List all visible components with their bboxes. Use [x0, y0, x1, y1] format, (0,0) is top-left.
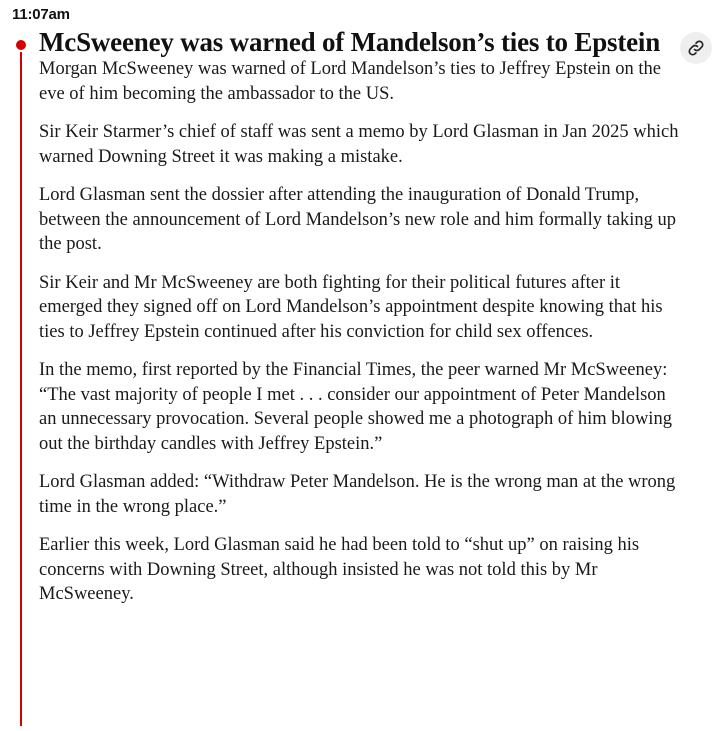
post-paragraph: Lord Glasman sent the dossier after attending the inauguration of Donald Trump, between the announcement of Lord Mandelson’s new role and him formally taking up the post. [39, 185, 677, 254]
post-timestamp: 11:07am [12, 6, 70, 23]
post-paragraph: Lord Glasman added: “Withdraw Peter Mandelson. He is the wrong man at the wrong time in the wrong place.” [39, 472, 676, 517]
post-headline: McSweeney was warned of Mandelson’s ties to Epstein [39, 27, 661, 57]
live-blog-post [39, 28, 679, 607]
post-body [39, 57, 679, 607]
live-timeline-line [20, 52, 22, 726]
post-paragraph: Earlier this week, Lord Glasman said he had been told to “shut up” on raising his concerns with Downing Street, although insisted he was not told this by Mr McSweeney. [39, 535, 640, 604]
post-paragraph: In the memo, first reported by the Financial Times, the peer warned Mr McSweeney: “The vast majority of people I met . . . consider our appointment of Peter Mandelson an unnecessary provocation. Several people showed me a photograph of him blowing out the birthday candles with Jeffrey Epstein.” [39, 360, 672, 454]
post-paragraph: Sir Keir Starmer’s chief of staff was sent a memo by Lord Glasman in Jan 2025 which warned Downing Street it was making a mistake. [39, 122, 679, 167]
live-indicator-dot [16, 40, 26, 50]
post-paragraph: Sir Keir and Mr McSweeney are both fighting for their political futures after it emerged they signed off on Lord Mandelson’s appointment despite knowing that his ties to Jeffrey Epstein continued after his conviction for child sex offences. [39, 272, 663, 342]
link-icon [687, 39, 705, 57]
copy-link-button[interactable] [680, 32, 712, 64]
post-paragraph: Morgan McSweeney was warned of Lord Mandelson’s ties to Jeffrey Epstein on the eve of him becoming the ambassador to the US. [39, 59, 662, 104]
